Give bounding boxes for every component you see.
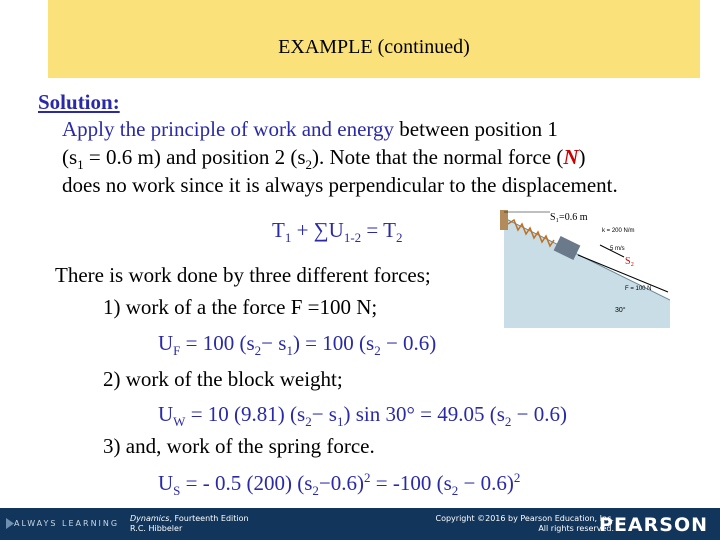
text-fragment: (s	[62, 145, 78, 169]
formula-part: U	[158, 331, 174, 355]
subscript: 2	[395, 230, 403, 246]
text-fragment: = 0.6 m) and position 2 (s	[83, 145, 306, 169]
solution-label: Solution:	[38, 90, 120, 114]
formula-uf	[158, 331, 436, 359]
book-title: Dynamics	[130, 514, 170, 523]
intro-line-3: does no work since it is always perpendicular to the displacement.	[62, 173, 618, 197]
incline-diagram	[500, 200, 670, 330]
formula-part: = 100 (s	[180, 331, 255, 355]
pearson-logo: PEARSON	[599, 514, 708, 536]
subscript: 2	[305, 414, 312, 430]
wall	[500, 210, 508, 230]
s2-label: S₂	[625, 256, 635, 267]
normal-force-symbol: N	[563, 145, 579, 169]
formula-part: − s	[261, 331, 287, 355]
velocity-label: 5 m/s	[610, 246, 625, 252]
subscript: 1	[286, 343, 293, 359]
formula-part: U	[158, 402, 174, 426]
book-edition: , Fourteenth Edition	[169, 514, 249, 523]
chevron-right-icon	[6, 518, 14, 529]
subscript: F	[173, 343, 181, 359]
subscript: 2	[254, 343, 262, 359]
book-title-line	[130, 514, 249, 524]
forces-intro: There is work done by three different forces;	[55, 263, 431, 287]
subscript: 1	[336, 414, 344, 430]
formula-part: ) sin 30° = 49.05 (s	[343, 402, 505, 426]
spring-constant-label: k = 200 N/m	[602, 228, 635, 234]
formula-part: = 10 (9.81) (s	[185, 402, 306, 426]
subscript: 1	[77, 157, 84, 173]
intro-line-2	[62, 145, 586, 173]
book-author: R.C. Hibbeler	[130, 524, 183, 533]
superscript: 2	[513, 470, 521, 485]
subscript: 1-2	[343, 230, 362, 246]
superscript: 2	[364, 470, 371, 485]
s1-label: S₁=0.6 m	[550, 212, 588, 223]
subscript: 2	[504, 414, 512, 430]
intro-line-1	[62, 117, 558, 142]
force-item-3: 3) and, work of the spring force.	[103, 434, 375, 458]
force-label: F = 100 N	[625, 286, 652, 292]
eq-part: = T	[361, 218, 396, 242]
force-item-2: 2) work of the block weight;	[103, 367, 343, 391]
force-item-1: 1) work of a the force F =100 N;	[103, 295, 378, 319]
subscript: 1	[284, 230, 292, 246]
work-energy-equation	[272, 218, 402, 246]
footer-bar	[0, 508, 720, 540]
incline-surface	[504, 218, 670, 328]
text-fragment: )	[578, 145, 586, 169]
formula-part: = -100 (s	[370, 471, 452, 495]
formula-part: = - 0.5 (200) (s	[180, 471, 313, 495]
always-learning-tagline: ALWAYS LEARNING	[14, 519, 120, 528]
subscript: 2	[305, 157, 313, 173]
formula-part: − s	[311, 402, 337, 426]
subscript: W	[173, 414, 186, 430]
eq-part: + ∑U	[291, 218, 344, 242]
subscript: 2	[451, 483, 459, 499]
subscript: 2	[312, 483, 319, 499]
formula-part: U	[158, 471, 174, 495]
book-info	[130, 514, 249, 534]
formula-part: − 0.6)	[380, 331, 437, 355]
rights-line: All rights reserved.	[538, 524, 614, 533]
subscript: 2	[374, 343, 381, 359]
formula-us	[158, 470, 520, 499]
eq-part: T	[272, 218, 285, 242]
formula-part: −0.6)	[318, 471, 364, 495]
formula-part: − 0.6)	[511, 402, 567, 426]
copyright-line: Copyright ©2016 by Pearson Education, Inc.	[435, 514, 614, 523]
copyright	[435, 514, 614, 534]
formula-part: ) = 100 (s	[292, 331, 375, 355]
intro-rest: between position 1	[394, 117, 558, 141]
page-title: EXAMPLE (continued)	[278, 36, 470, 58]
formula-part: − 0.6)	[458, 471, 514, 495]
angle-label: 30°	[615, 307, 626, 314]
intro-phrase: Apply the principle of work and energy	[62, 117, 395, 141]
formula-uw	[158, 402, 567, 430]
text-fragment: ). Note that the normal force (	[312, 145, 564, 169]
subscript: S	[173, 483, 181, 499]
